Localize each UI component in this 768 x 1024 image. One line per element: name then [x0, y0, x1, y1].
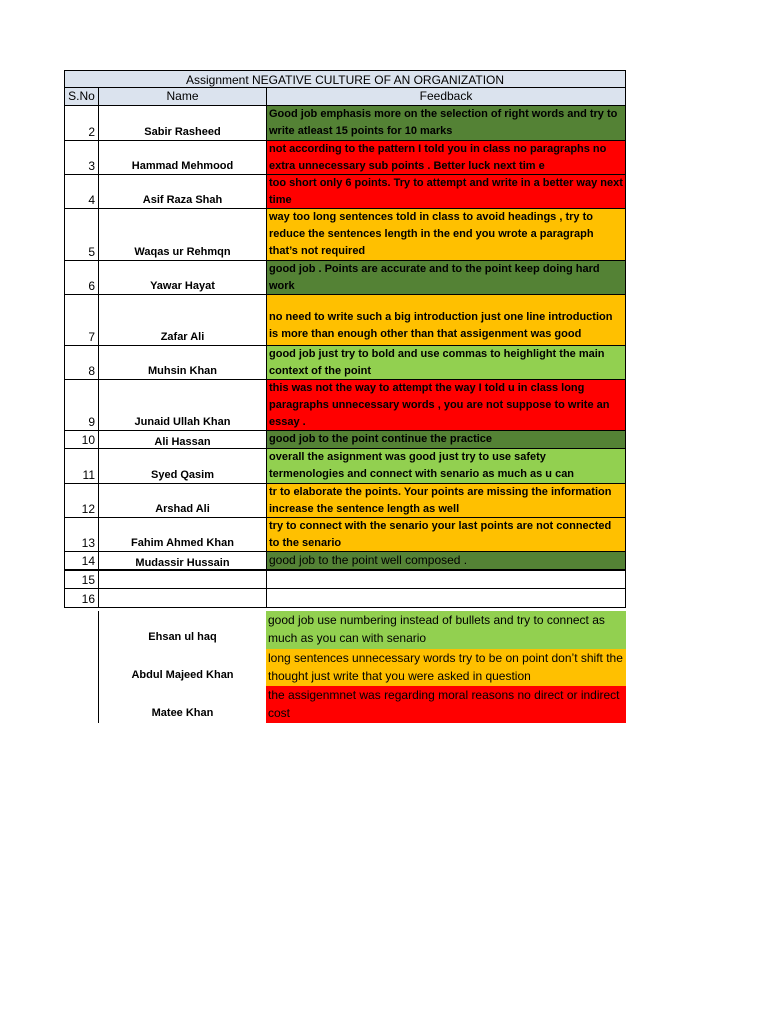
row-sno: 6: [65, 261, 99, 294]
table-row: [64, 589, 626, 608]
row-sno: 12: [65, 484, 99, 517]
row-sno: 14: [65, 552, 99, 569]
row-feedback: [267, 571, 625, 588]
row-feedback: overall the asignment was good just try to use safety termenologies and connect with senario as much as u can: [267, 449, 625, 483]
row-feedback: good job . Points are accurate and to the point keep doing hard work: [267, 261, 625, 294]
row-feedback: tr to elaborate the points. Your points are missing the information increase the sentence length as well: [267, 484, 625, 517]
row-sno: 11: [65, 449, 99, 483]
row-name: Mudassir Hussain: [99, 552, 267, 569]
row-feedback: Good job emphasis more on the selection of right words and try to write atleast 15 points for 10 marks: [267, 106, 625, 140]
row-feedback: try to connect with the senario your last points are not connected to the senario: [267, 518, 625, 551]
row-name: Ali Hassan: [99, 431, 267, 448]
row-name: Arshad Ali: [99, 484, 267, 517]
row-sno: 9: [65, 380, 99, 430]
row-feedback: [267, 589, 625, 607]
extra-row: [64, 686, 626, 723]
table-row: [64, 552, 626, 570]
extra-row: [64, 611, 626, 649]
table-row: [64, 346, 626, 380]
row-name: Waqas ur Rehmqn: [99, 209, 267, 260]
table-row: [64, 209, 626, 261]
row-sno: 3: [65, 141, 99, 174]
header-row: [64, 88, 626, 106]
row-name: Hammad Mehmood: [99, 141, 267, 174]
table-row: [64, 380, 626, 431]
row-name: Sabir Rasheed: [99, 106, 267, 140]
row-feedback: way too long sentences told in class to avoid headings , try to reduce the sentences length in the end you wrote a paragraph that’s not required: [267, 209, 625, 260]
sheet-title: Assignment NEGATIVE CULTURE OF AN ORGANIZATION: [64, 70, 626, 88]
table-row: [64, 449, 626, 484]
table-row: [64, 106, 626, 141]
row-name: Zafar Ali: [99, 295, 267, 345]
extra-feedback: good job use numbering instead of bullets and try to connect as much as you can with senario: [266, 611, 626, 649]
row-feedback: good job to the point continue the practice: [267, 431, 625, 448]
row-sno: 13: [65, 518, 99, 551]
extra-feedback: the assigenmnet was regarding moral reasons no direct or indirect cost: [266, 686, 626, 723]
row-sno: 7: [65, 295, 99, 345]
row-name: [99, 571, 267, 588]
row-feedback: no need to write such a big introduction just one line introduction is more than enough other than that assigenment was good: [267, 295, 625, 345]
header-name: Name: [99, 88, 267, 105]
table-row: [64, 518, 626, 552]
table-row: [64, 175, 626, 209]
table-row: [64, 431, 626, 449]
row-sno: 15: [65, 571, 99, 588]
row-sno: 8: [65, 346, 99, 379]
feedback-sheet: [64, 70, 626, 608]
row-name: Junaid Ullah Khan: [99, 380, 267, 430]
row-sno: 10: [65, 431, 99, 448]
table-row: [64, 261, 626, 295]
table-row: [64, 484, 626, 518]
row-feedback: too short only 6 points. Try to attempt and write in a better way next time: [267, 175, 625, 208]
header-sno: S.No: [65, 88, 99, 105]
row-feedback: this was not the way to attempt the way I told u in class long paragraphs unnecessary words , you are not suppose to write an essay .: [267, 380, 625, 430]
row-name: [99, 589, 267, 607]
row-name: Syed Qasim: [99, 449, 267, 483]
row-feedback: good job to the point well composed .: [267, 552, 625, 569]
row-sno: 2: [65, 106, 99, 140]
extra-name: Abdul Majeed Khan: [98, 649, 266, 686]
extra-name: Ehsan ul haq: [98, 611, 266, 649]
extra-row: [64, 649, 626, 686]
table-row: [64, 295, 626, 346]
extra-name: Matee Khan: [98, 686, 266, 723]
row-feedback: good job just try to bold and use commas to heighlight the main context of the point: [267, 346, 625, 379]
header-feedback: Feedback: [419, 89, 473, 103]
row-sno: 4: [65, 175, 99, 208]
row-name: Muhsin Khan: [99, 346, 267, 379]
row-name: Asif Raza Shah: [99, 175, 267, 208]
row-feedback: not according to the pattern I told you in class no paragraphs no extra unnecessary sub points . Better luck next tim e: [267, 141, 625, 174]
row-sno: 16: [65, 589, 99, 607]
extra-feedback: long sentences unnecessary words try to be on point don’t shift the thought just write that you were asked in question: [266, 649, 626, 686]
row-sno: 5: [65, 209, 99, 260]
table-row: [64, 570, 626, 589]
row-name: Yawar Hayat: [99, 261, 267, 294]
table-row: [64, 141, 626, 175]
row-name: Fahim Ahmed Khan: [99, 518, 267, 551]
